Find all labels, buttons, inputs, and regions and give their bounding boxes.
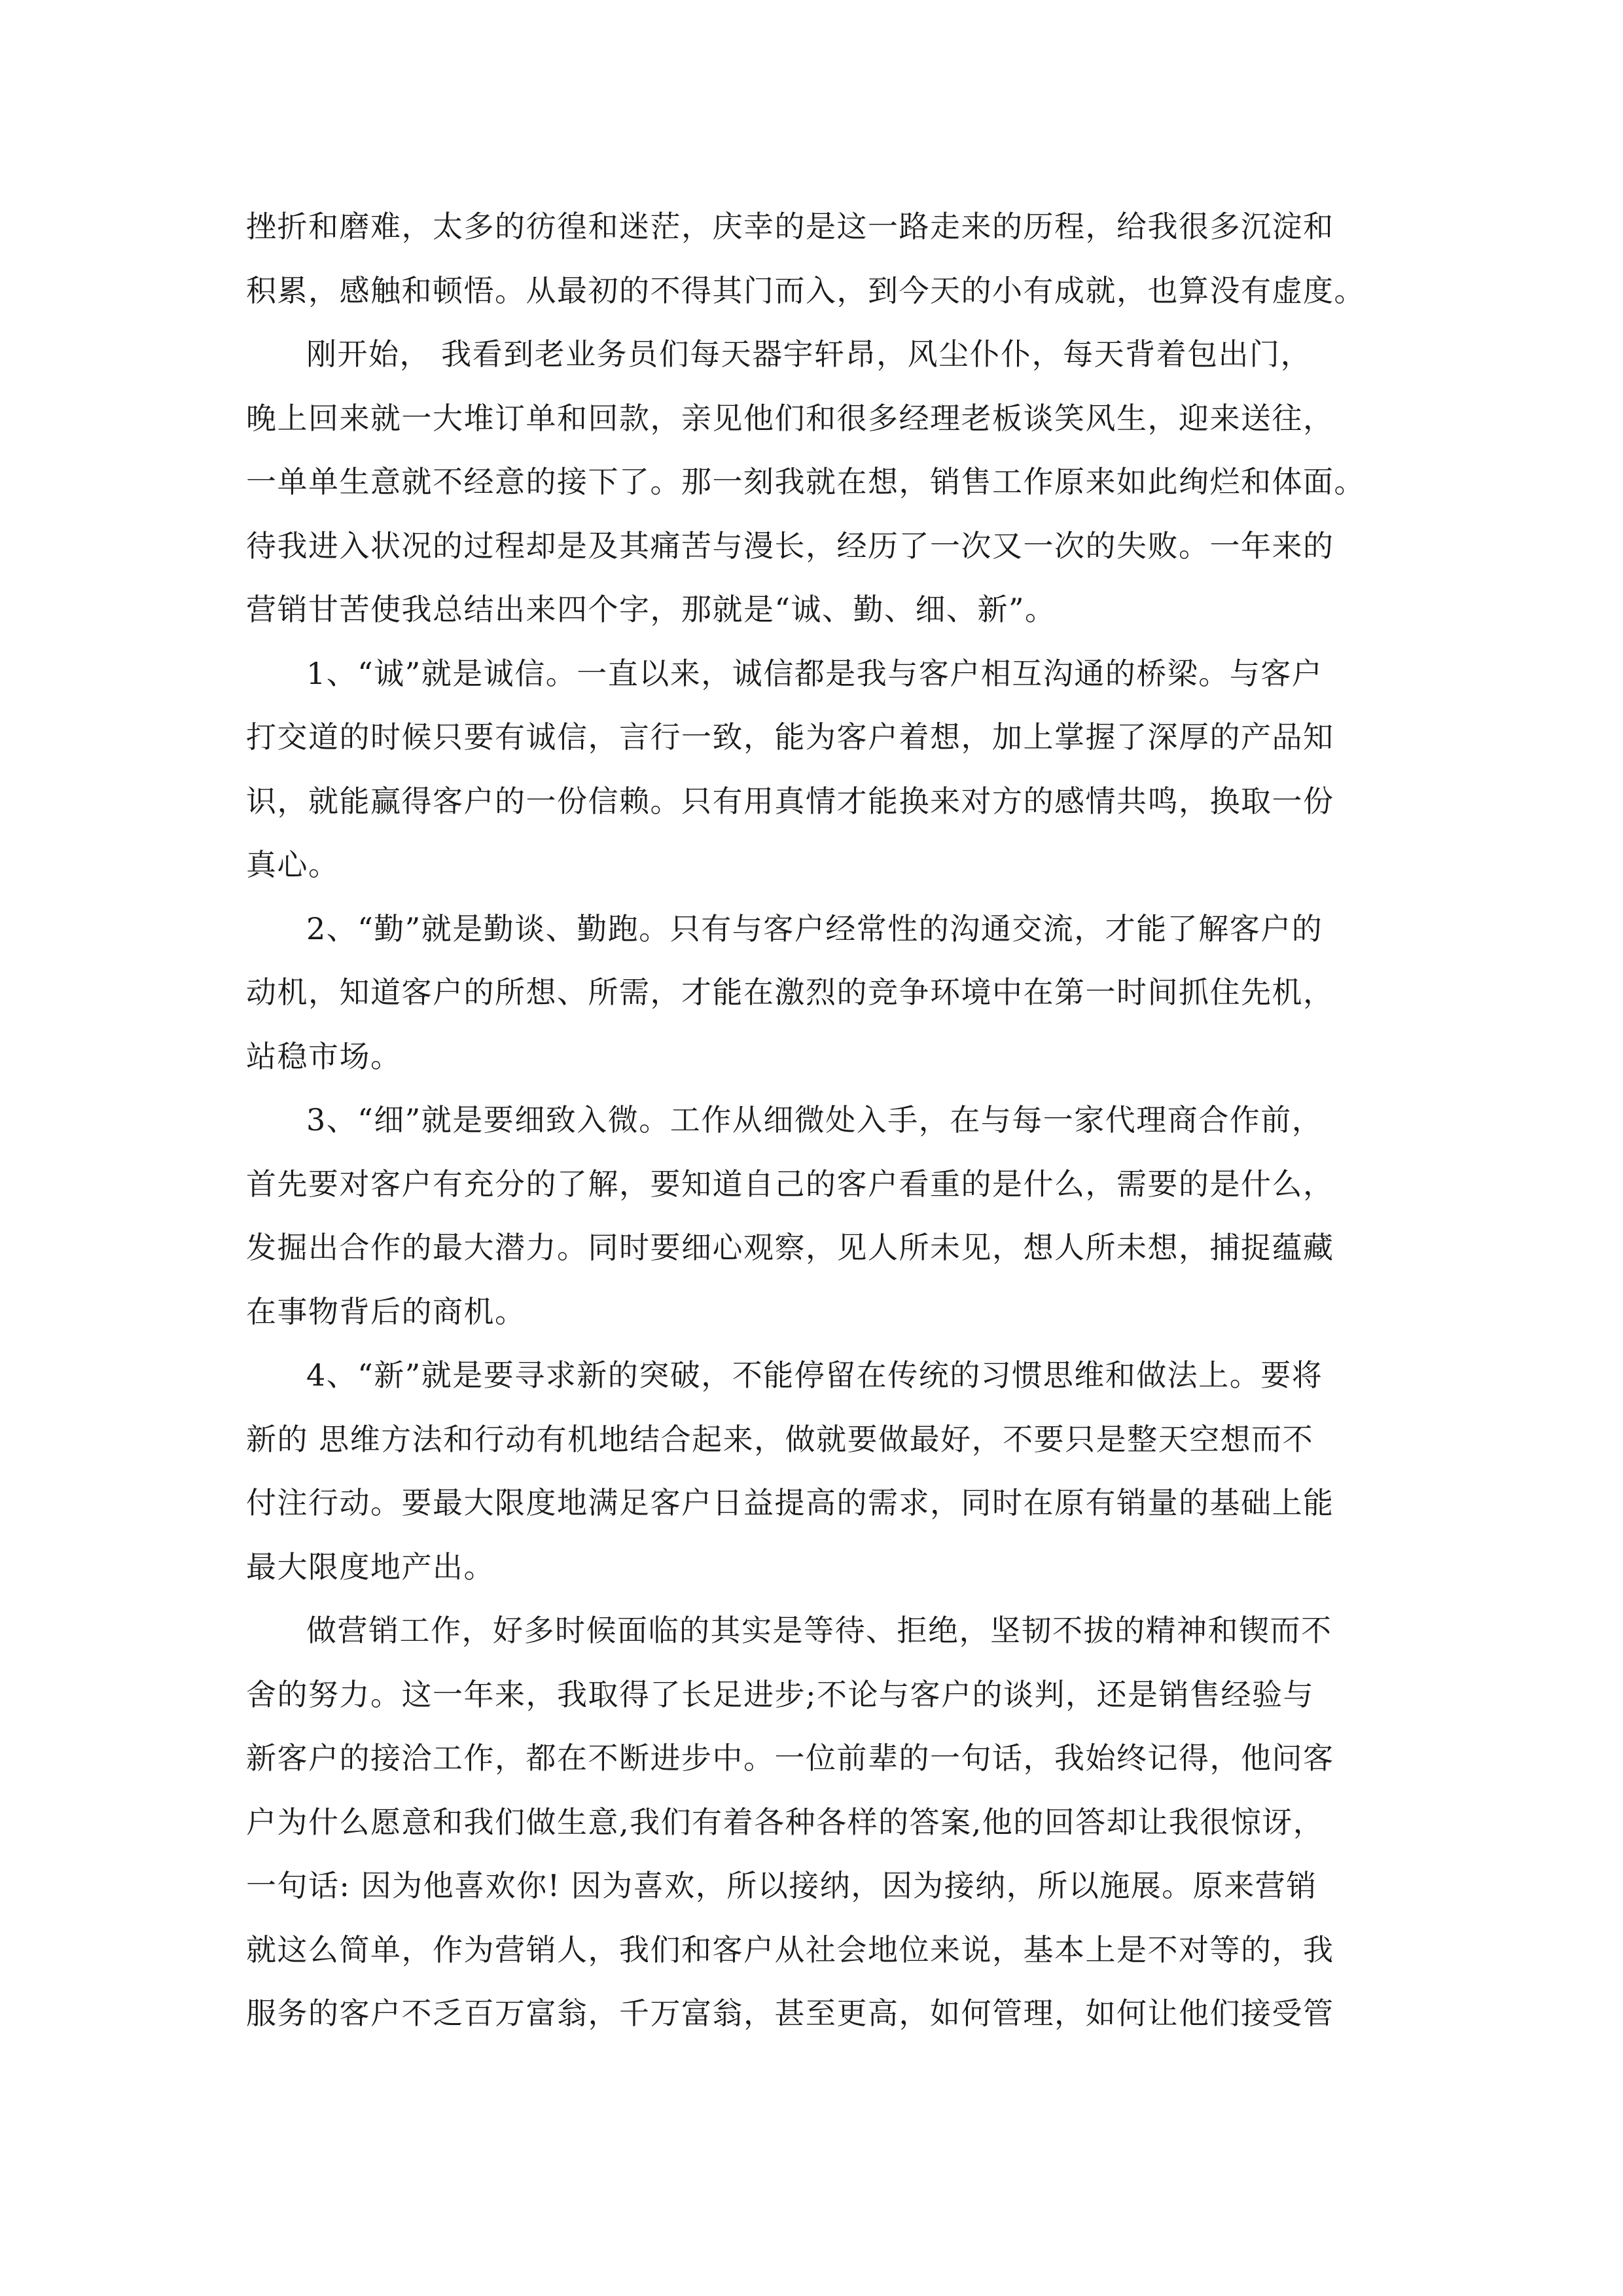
text-line: 一单单生意就不经意的接下了。那一刻我就在想，销售工作原来如此绚烂和体面。 — [246, 464, 1365, 499]
text-line: 刚开始， 我看到老业务员们每天器宇轩昂，风尘仆仆，每天背着包出门， — [306, 336, 1312, 372]
document-body — [246, 195, 1378, 2046]
text-line: 晚上回来就一大堆订单和回款，亲见他们和很多经理老板谈笑风生，迎来送往， — [246, 400, 1334, 436]
text-line: 最大限度地产出。 — [246, 1549, 495, 1585]
text-line: 识，就能赢得客户的一份信赖。只有用真情才能换来对方的感情共鸣，换取一份 — [246, 783, 1334, 819]
text-line: 1、“诚”就是诚信。一直以来，诚信都是我与客户相互沟通的桥梁。与客户 — [306, 655, 1323, 691]
text-line: 积累，感触和顿悟。从最初的不得其门而入，到今天的小有成就，也算没有虚度。 — [246, 272, 1365, 308]
text-line: 新客户的接洽工作，都在不断进步中。一位前辈的一句话，我始终记得，他问客 — [246, 1740, 1334, 1776]
paragraph — [246, 642, 1378, 897]
text-line: 做营销工作，好多时候面临的其实是等待、拒绝，坚韧不拔的精神和锲而不 — [306, 1613, 1332, 1648]
text-line: 动机，知道客户的所想、所需，才能在激烈的竞争环境中在第一时间抓住先机， — [246, 975, 1334, 1010]
paragraph — [246, 1599, 1378, 2046]
text-line: 新的 思维方法和行动有机地结合起来，做就要做最好，不要只是整天空想而不 — [246, 1421, 1314, 1457]
text-line: 4、“新”就是要寻求新的突破，不能停留在传统的习惯思维和做法上。要将 — [306, 1357, 1323, 1393]
text-line: 一句话: 因为他喜欢你! 因为喜欢，所以接纳，因为接纳，所以施展。原来营销 — [246, 1868, 1317, 1903]
text-line: 2、“勤”就是勤谈、勤跑。只有与客户经常性的沟通交流，才能了解客户的 — [306, 910, 1323, 946]
text-line: 舍的努力。这一年来，我取得了长足进步;不论与客户的谈判，还是销售经验与 — [246, 1676, 1314, 1712]
text-line: 在事物背后的商机。 — [246, 1293, 526, 1329]
paragraph — [246, 195, 1378, 323]
paragraph — [246, 323, 1378, 642]
text-line: 首先要对客户有充分的了解，要知道自己的客户看重的是什么，需要的是什么， — [246, 1166, 1334, 1202]
text-line: 就这么简单，作为营销人，我们和客户从社会地位来说，基本上是不对等的，我 — [246, 1931, 1334, 1967]
paragraph — [246, 1344, 1378, 1599]
text-line: 待我进入状况的过程却是及其痛苦与漫长，经历了一次又一次的失败。一年来的 — [246, 528, 1334, 564]
text-line: 户为什么愿意和我们做生意,我们有着各种各样的答案,他的回答却让我很惊讶， — [246, 1804, 1325, 1840]
text-line: 打交道的时候只要有诚信，言行一致，能为客户着想，加上掌握了深厚的产品知 — [246, 719, 1334, 755]
text-line: 营销甘苦使我总结出来四个字，那就是“诚、勤、细、新”。 — [246, 592, 1056, 627]
text-line: 挫折和磨难，太多的彷徨和迷茫，庆幸的是这一路走来的历程，给我很多沉淀和 — [246, 209, 1334, 244]
paragraph — [246, 1088, 1378, 1344]
text-line: 付注行动。要最大限度地满足客户日益提高的需求，同时在原有销量的基础上能 — [246, 1485, 1334, 1520]
text-line: 站稳市场。 — [246, 1038, 402, 1074]
text-line: 3、“细”就是要细致入微。工作从细微处入手，在与每一家代理商合作前， — [306, 1102, 1323, 1138]
text-line: 服务的客户不乏百万富翁，千万富翁，甚至更高，如何管理，如何让他们接受管 — [246, 1996, 1334, 2031]
paragraph — [246, 897, 1378, 1089]
text-line: 真心。 — [246, 847, 340, 882]
text-line: 发掘出合作的最大潜力。同时要细心观察，见人所未见，想人所未想，捕捉蕴藏 — [246, 1230, 1334, 1265]
